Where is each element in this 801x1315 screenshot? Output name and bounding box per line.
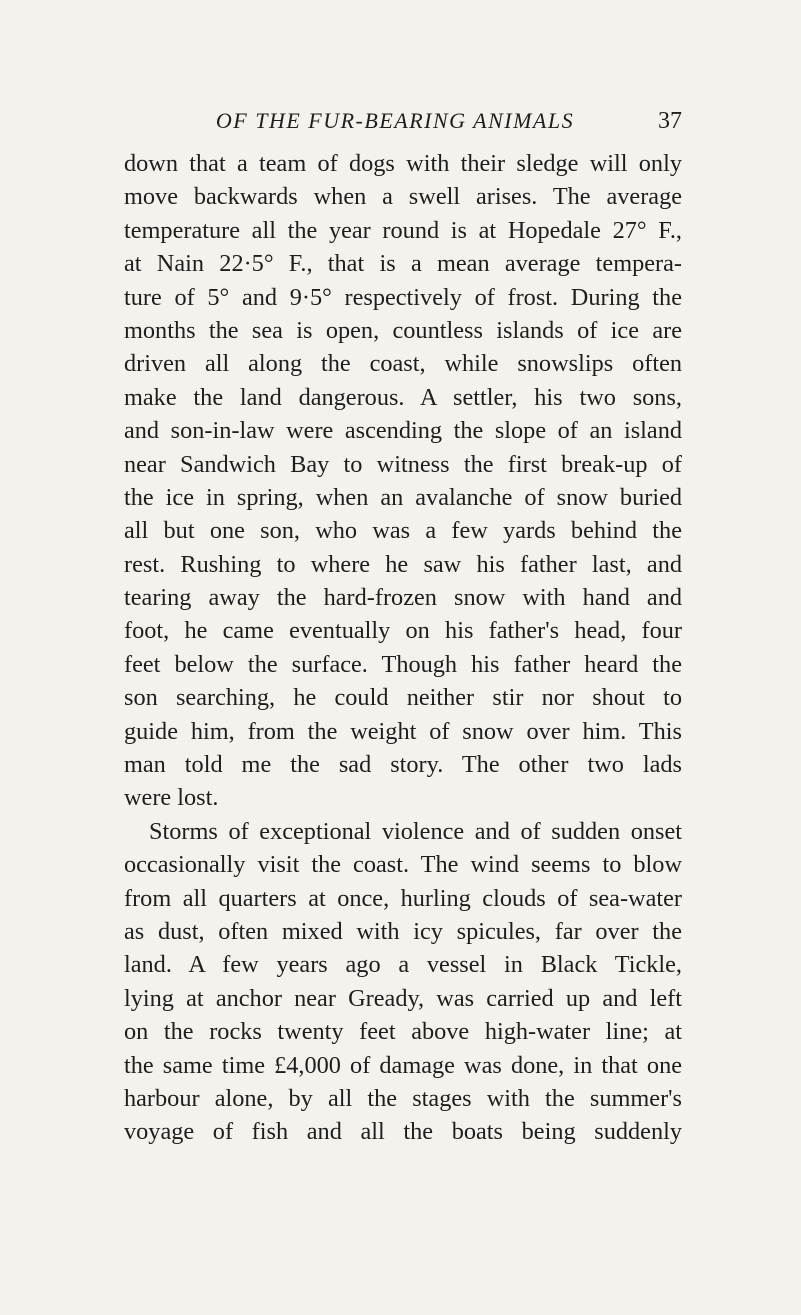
paragraph-first-line: Storms of exceptional violence and of sudden onset: [149, 817, 682, 845]
text-line: move backwards when a swell arises. The average: [124, 183, 682, 211]
page-number: 37: [658, 108, 682, 134]
text-line: months the sea is open, countless islands of ice are: [124, 316, 682, 344]
text-line: lying at anchor near Gready, was carried up and left: [124, 984, 682, 1012]
text-line: occasionally visit the coast. The wind seems to blow: [124, 851, 682, 879]
text-line: ture of 5° and 9·5° respectively of frost. During the: [124, 283, 682, 311]
text-line: as dust, often mixed with icy spicules, far over the: [124, 917, 682, 945]
text-line: foot, he came eventually on his father's head, four: [124, 617, 682, 645]
text-line: the same time £4,000 of damage was done, in that one: [124, 1051, 682, 1079]
text-line: driven all along the coast, while snowslips often: [124, 350, 682, 378]
text-line: son searching, he could neither stir nor shout to: [124, 684, 682, 712]
paragraph-last-line: were lost.: [124, 784, 219, 812]
text-line: feet below the surface. Though his father heard the: [124, 650, 682, 678]
text-line: guide him, from the weight of snow over him. This: [124, 717, 682, 745]
text-line: harbour alone, by all the stages with the summer's: [124, 1084, 682, 1112]
text-line: and son-in-law were ascending the slope of an island: [124, 417, 682, 445]
running-head: [124, 104, 682, 138]
text-line: on the rocks twenty feet above high-water line; at: [124, 1018, 682, 1046]
text-line: make the land dangerous. A settler, his two sons,: [124, 383, 682, 411]
running-title: OF THE FUR-BEARING ANIMALS: [215, 108, 575, 133]
body-text: [124, 147, 682, 1149]
text-line: at Nain 22·5° F., that is a mean average tempera-: [124, 250, 682, 278]
text-line: down that a team of dogs with their sledge will only: [124, 150, 682, 177]
text-line: from all quarters at once, hurling clouds of sea-water: [124, 884, 682, 912]
text-line: man told me the sad story. The other two lads: [124, 751, 682, 779]
text-line: tearing away the hard-frozen snow with hand and: [124, 584, 682, 612]
text-line: land. A few years ago a vessel in Black Tickle,: [124, 951, 682, 979]
text-line: near Sandwich Bay to witness the first break-up of: [124, 450, 682, 478]
text-line: rest. Rushing to where he saw his father last, and: [124, 550, 682, 578]
text-line: voyage of fish and all the boats being suddenly: [124, 1118, 682, 1146]
text-line: all but one son, who was a few yards behind the: [124, 517, 682, 545]
text-line: temperature all the year round is at Hopedale 27° F.,: [124, 216, 682, 244]
text-line: the ice in spring, when an avalanche of snow buried: [124, 483, 682, 511]
